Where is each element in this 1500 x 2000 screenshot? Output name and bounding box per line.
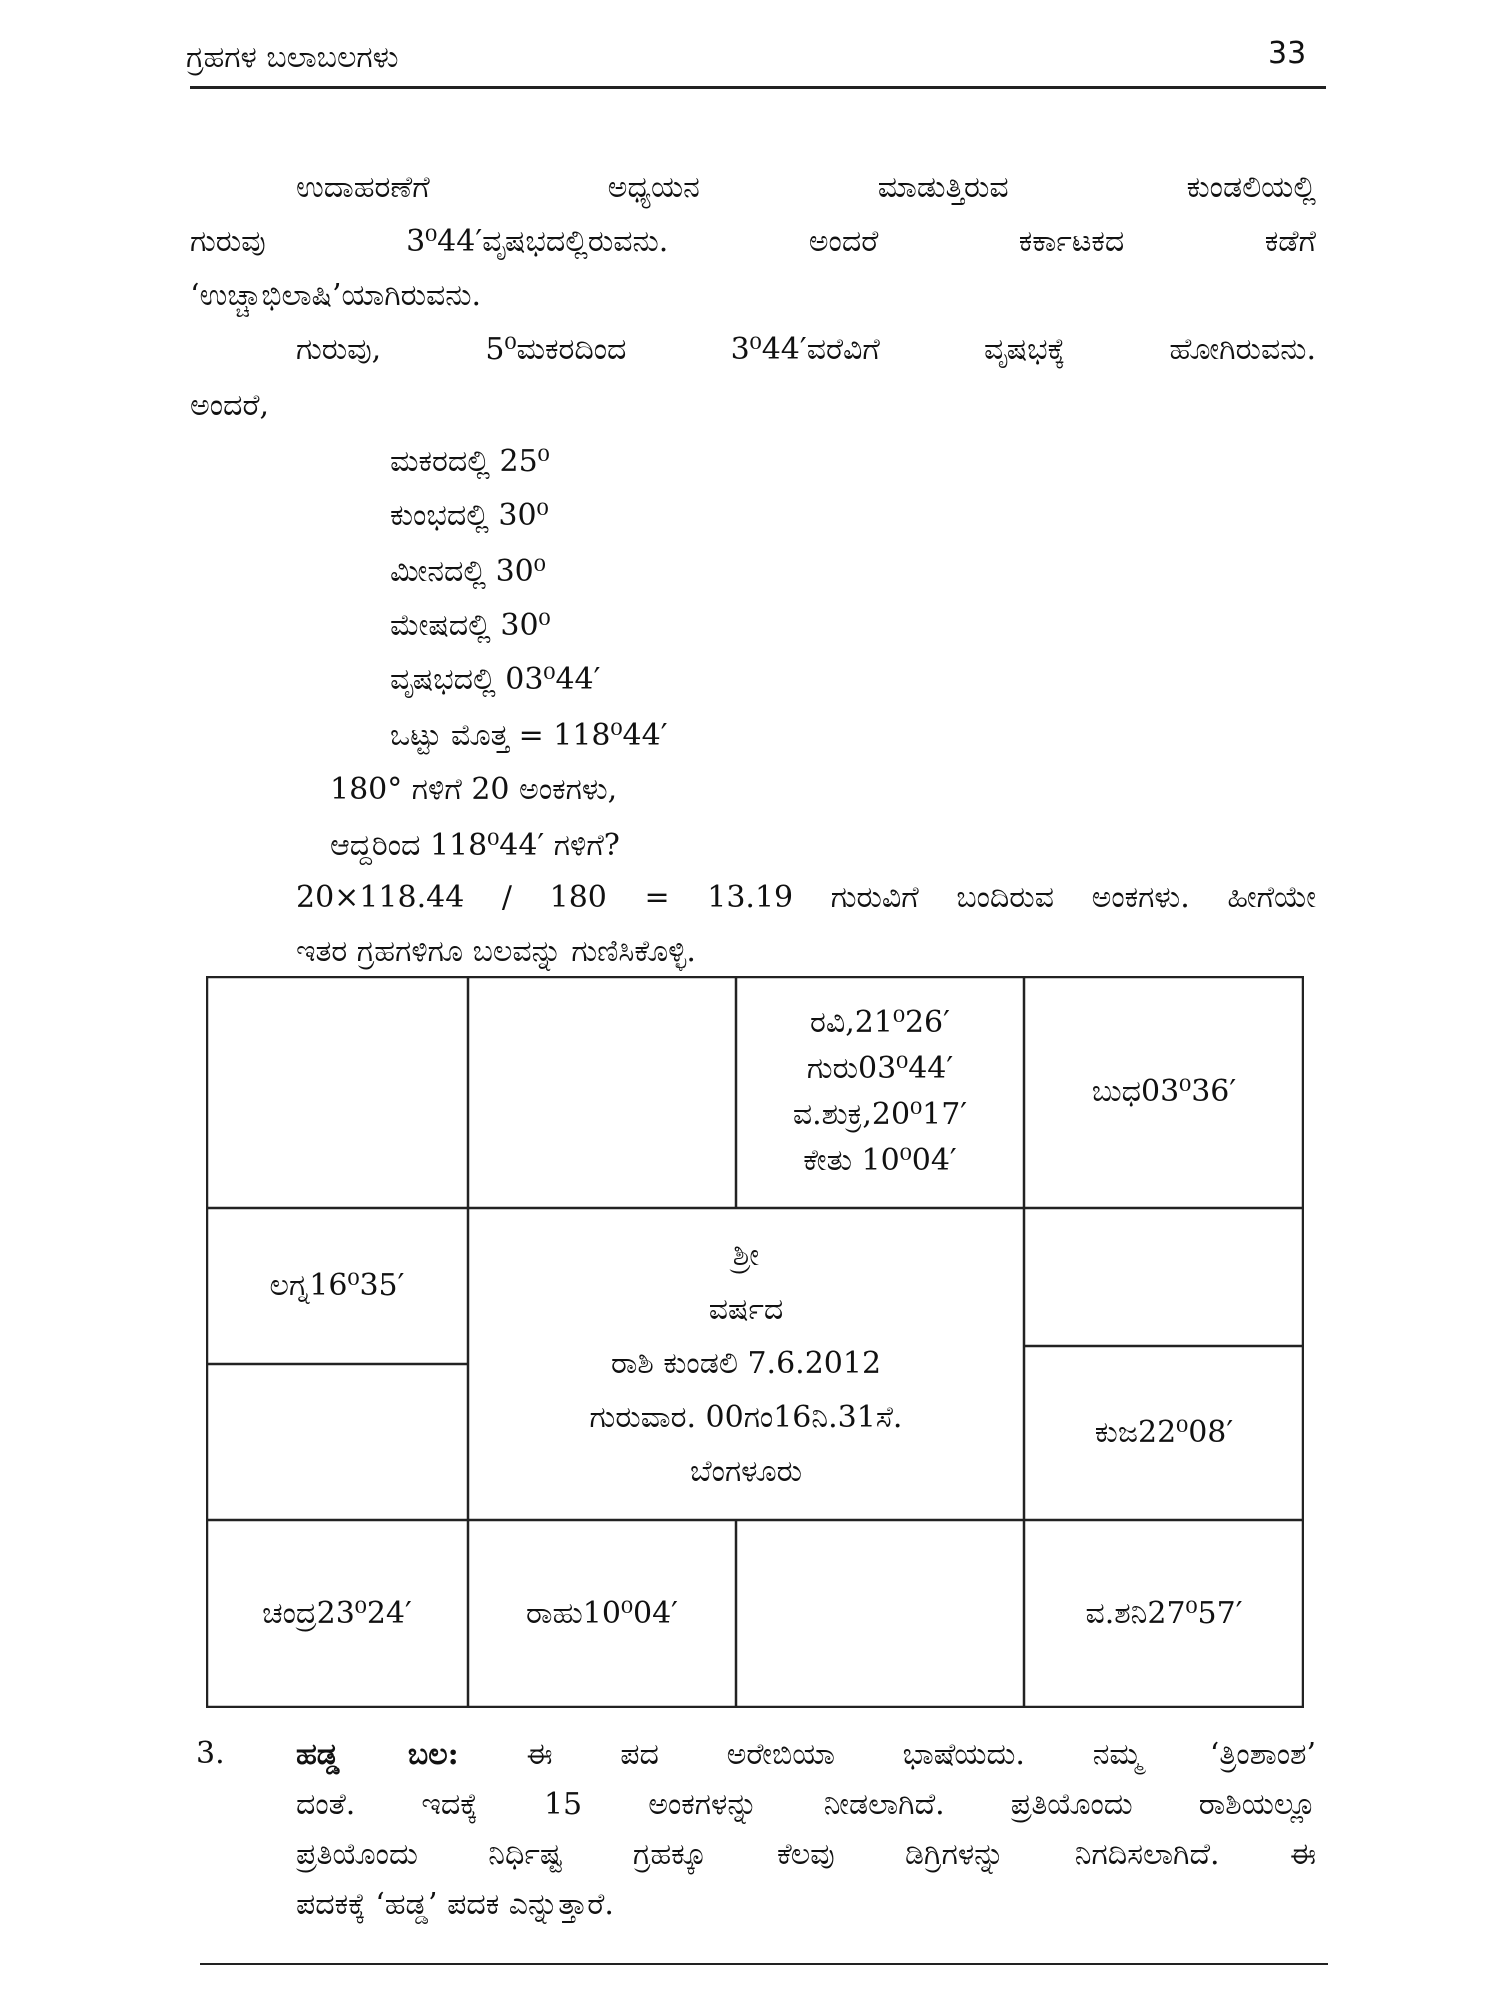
paragraph-1-line-3: ‘ಉಚ್ಚಾಭಿಲಾಷಿ’ಯಾಗಿರುವನು. — [190, 278, 482, 313]
calc-line-2: ಕುಂಭದಲ್ಲಿ 30⁰ — [390, 498, 549, 533]
chart-center-info — [468, 1208, 1024, 1520]
calc-line-3: ಮೀನದಲ್ಲಿ 30⁰ — [390, 554, 546, 589]
result-line-2: ಇತರ ಗ್ರಹಗಳಿಗೂ ಬಲವನ್ನು ಗುಣಿಸಿಕೊಳ್ಳಿ. — [296, 934, 696, 969]
chart-center-title: ಶ್ರೀ — [732, 1238, 760, 1273]
section-3-line-2: ದಂತೆ. ಇದಕ್ಕೆ 15 ಅಂಕಗಳನ್ನು ನೀಡಲಾಗಿದೆ. ಪ್ರತಿಯೊಂದು ರಾಶಿಯಲ್ಲೂ — [296, 1787, 1316, 1822]
ratio-line-1: 180° ಗಳಿಗೆ 20 ಅಂಕಗಳು, — [330, 772, 618, 807]
section-number: 3. — [196, 1736, 225, 1771]
house-virgo — [1024, 1520, 1304, 1708]
planet-label: ಚಂದ್ರ23⁰24′ — [262, 1596, 412, 1631]
calc-line-1: ಮಕರದಲ್ಲಿ 25⁰ — [390, 444, 550, 479]
house-aquarius — [206, 1208, 468, 1364]
ratio-line-2: ಆದ್ದರಿಂದ 118⁰44′ ಗಳಿಗೆ? — [330, 828, 620, 863]
paragraph-2-line-2: ಅಂದರೆ, — [190, 388, 270, 423]
section-3-line-1 — [296, 1732, 1316, 1782]
footer-rule — [200, 1963, 1328, 1965]
house-taurus — [736, 976, 1024, 1208]
header-rule — [190, 86, 1326, 89]
result-line-1: 20×118.44 / 180 = 13.19 ಗುರುವಿಗೆ ಬಂದಿರುವ ಅಂಕಗಳು. ಹೀಗೆಯೇ — [296, 880, 1316, 915]
planet-label: ಬುಧ03⁰36′ — [1091, 1074, 1237, 1109]
lagna-label: ಲಗ್ನ16⁰35′ — [269, 1268, 405, 1303]
running-header-title: ಗ್ರಹಗಳ ಬಲಾಬಲಗಳು — [186, 40, 399, 75]
planet-label: ವ.ಶುಕ್ರ,20⁰17′ — [792, 1097, 968, 1132]
section-3-line-4: ಪದಕಕ್ಕೆ ‘ಹಡ್ಡ’ ಪದಕ ಎನ್ನುತ್ತಾರೆ. — [296, 1887, 614, 1922]
chart-center-subtitle: ವರ್ಷದ — [708, 1292, 784, 1327]
chart-center-time: ಗುರುವಾರ. 00ಗಂ16ನಿ.31ಸೆ. — [589, 1400, 903, 1435]
house-libra — [736, 1520, 1024, 1708]
rashi-kundali-chart — [206, 976, 1304, 1708]
section-3-paragraph — [296, 1732, 1316, 1932]
paragraph-1-line-1: ಉದಾಹರಣೆಗೆ ಅಧ್ಯಯನ ಮಾಡುತ್ತಿರುವ ಕುಂಡಲಿಯಲ್ಲಿ — [296, 170, 1316, 205]
paragraph-1-line-2: ಗುರುವು 3⁰44′ವೃಷಭದಲ್ಲಿರುವನು. ಅಂದರೆ ಕರ್ಕಾಟಕದ ಕಡೆಗೆ — [190, 224, 1316, 259]
house-scorpio — [468, 1520, 736, 1708]
page-number: 33 — [1268, 36, 1307, 71]
house-cancer — [1024, 1208, 1304, 1346]
planet-label: ಕೇತು 10⁰04′ — [803, 1143, 957, 1178]
chart-center-place: ಬೆಂಗಳೂರು — [689, 1454, 803, 1489]
planet-label: ಗುರು03⁰44′ — [806, 1051, 954, 1086]
calc-line-5: ವೃಷಭದಲ್ಲಿ 03⁰44′ — [390, 662, 601, 697]
house-leo — [1024, 1346, 1304, 1520]
paragraph-2-line-1: ಗುರುವು, 5⁰ಮಕರದಿಂದ 3⁰44′ವರೆವಿಗೆ ವೃಷಭಕ್ಕೆ ಹೋಗಿರುವನು. — [296, 332, 1316, 367]
section-3-line-1-text: ಈ ಪದ ಅರೇಬಿಯಾ ಭಾಷೆಯದು. ನಮ್ಮ ‘ತ್ರಿಂಶಾಂಶ’ — [526, 1737, 1316, 1772]
planet-label: ವ.ಶನಿ27⁰57′ — [1085, 1596, 1243, 1631]
planet-label: ಕುಜ22⁰08′ — [1094, 1415, 1234, 1450]
calc-total-line: ಒಟ್ಟು ಮೊತ್ತ = 118⁰44′ — [390, 718, 668, 753]
house-capricorn — [206, 1364, 468, 1520]
section-term: ಹಡ್ಡ ಬಲ: — [296, 1737, 459, 1772]
house-aries — [468, 976, 736, 1208]
planet-label: ರಾಹು10⁰04′ — [526, 1596, 678, 1631]
planet-label: ರವಿ,21⁰26′ — [810, 1005, 950, 1040]
house-sagittarius — [206, 1520, 468, 1708]
house-pisces — [206, 976, 468, 1208]
house-gemini — [1024, 976, 1304, 1208]
section-3-line-3: ಪ್ರತಿಯೊಂದು ನಿರ್ಧಿಷ್ಟ ಗ್ರಹಕ್ಕೂ ಕೆಲವು ಡಿಗ್ರಿಗಳನ್ನು ನಿಗದಿಸಲಾಗಿದೆ. ಈ — [296, 1837, 1316, 1872]
chart-center-date: ರಾಶಿ ಕುಂಡಲಿ 7.6.2012 — [610, 1346, 882, 1381]
calc-line-4: ಮೇಷದಲ್ಲಿ 30⁰ — [390, 608, 551, 643]
